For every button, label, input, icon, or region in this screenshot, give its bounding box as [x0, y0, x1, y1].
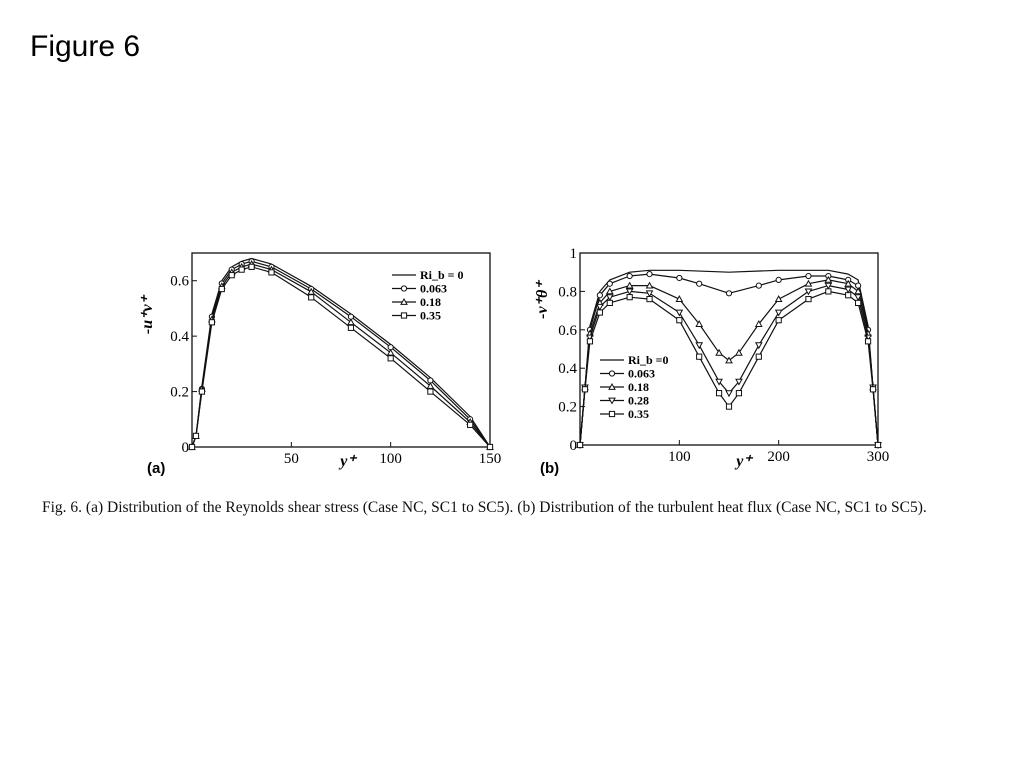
legend-label: 0.063: [420, 281, 447, 296]
data-point: [647, 296, 652, 301]
data-point: [627, 295, 632, 300]
data-point: [577, 442, 582, 447]
y-tick-label: 0.4: [170, 329, 189, 346]
data-point: [209, 320, 214, 325]
data-point: [806, 296, 811, 301]
data-point: [875, 442, 880, 447]
data-point: [587, 339, 592, 344]
x-tick-label: 100: [668, 449, 691, 465]
chart-panel-a: [139, 253, 501, 477]
data-point: [846, 293, 851, 298]
data-point: [269, 270, 274, 275]
y-tick-label: 0.4: [558, 361, 577, 378]
data-point: [189, 444, 194, 449]
x-axis-label: y⁺: [340, 453, 356, 470]
data-point: [677, 318, 682, 323]
data-point: [239, 267, 244, 272]
legend: [392, 268, 464, 323]
legend-marker: [401, 286, 406, 291]
y-tick-label: 0.6: [170, 273, 189, 290]
y-tick-label: 0: [181, 440, 189, 456]
data-point: [607, 281, 612, 286]
data-point: [697, 354, 702, 359]
x-tick-label: 50: [283, 451, 299, 467]
data-point: [487, 444, 492, 449]
legend-label: 0.35: [420, 308, 441, 323]
data-point: [607, 300, 612, 305]
data-point: [865, 339, 870, 344]
data-point: [716, 391, 721, 396]
series-line: [580, 291, 878, 445]
data-point: [776, 277, 781, 282]
legend-label: Ri_b =0: [628, 353, 669, 367]
data-point: [736, 391, 741, 396]
x-tick-label: 300: [866, 449, 890, 465]
legend-label: 0.063: [628, 366, 655, 381]
legend-marker: [609, 371, 614, 376]
data-point: [597, 310, 602, 315]
data-point: [388, 356, 393, 361]
y-tick-label: 1: [569, 246, 577, 262]
series-line: [580, 286, 878, 445]
data-point: [756, 354, 761, 359]
data-point: [697, 281, 702, 286]
series-4: [577, 289, 880, 448]
data-point: [756, 343, 762, 348]
legend-label: 0.35: [628, 407, 649, 421]
y-tick-label: 0.2: [558, 399, 577, 416]
data-point: [806, 273, 811, 278]
data-point: [826, 289, 831, 294]
y-axis-label: -u⁺v⁺: [139, 295, 156, 335]
data-point: [696, 343, 702, 348]
data-point: [647, 272, 652, 277]
x-tick-label: 150: [478, 451, 502, 467]
series-2: [577, 277, 881, 448]
y-tick-label: 0: [569, 438, 577, 454]
series-3: [189, 264, 492, 449]
series-1: [189, 259, 492, 450]
y-tick-label: 0.6: [558, 322, 577, 339]
data-point: [249, 264, 254, 269]
data-point: [776, 318, 781, 323]
data-point: [199, 389, 204, 394]
data-point: [677, 275, 682, 280]
series-3: [577, 283, 881, 448]
legend-label: 0.18: [420, 295, 441, 309]
x-tick-label: 100: [379, 451, 402, 467]
data-point: [726, 291, 731, 296]
data-point: [756, 283, 761, 288]
data-point: [726, 404, 731, 409]
panel-label: (b): [540, 460, 560, 477]
data-point: [676, 310, 682, 315]
chart-panel-b: [534, 246, 889, 477]
data-point: [856, 300, 861, 305]
legend: [600, 353, 669, 421]
data-point: [776, 296, 782, 301]
slide-title: Figure 6: [30, 30, 141, 63]
data-point: [582, 387, 587, 392]
series-2: [189, 261, 493, 449]
y-axis-label: -v⁺θ⁺: [534, 281, 551, 319]
plot-frame: [580, 253, 878, 445]
figure-caption: Fig. 6. (a) Distribution of the Reynolds shear stress (Case NC, SC1 to SC5). (b) Distribution of the turbulent heat flux (Case NC, SC1 to SC5).: [42, 499, 927, 516]
data-point: [219, 286, 224, 291]
legend-marker: [401, 313, 406, 318]
data-point: [597, 293, 602, 298]
legend-label: 0.28: [628, 393, 649, 408]
legend-label: Ri_b = 0: [420, 268, 464, 282]
data-point: [776, 310, 782, 315]
panel-label: (a): [147, 460, 166, 477]
data-point: [229, 273, 234, 278]
data-point: [870, 387, 875, 392]
legend-label: 0.18: [628, 380, 649, 394]
data-point: [726, 391, 732, 396]
data-point: [348, 325, 353, 330]
data-point: [468, 422, 473, 427]
data-point: [627, 273, 632, 278]
x-axis-label: y⁺: [736, 453, 752, 470]
legend-marker: [609, 411, 614, 416]
x-tick-label: 200: [767, 449, 790, 465]
data-point: [193, 433, 198, 438]
y-tick-label: 0.2: [170, 384, 189, 401]
data-point: [309, 295, 314, 300]
y-tick-label: 0.8: [558, 284, 577, 301]
data-point: [428, 389, 433, 394]
